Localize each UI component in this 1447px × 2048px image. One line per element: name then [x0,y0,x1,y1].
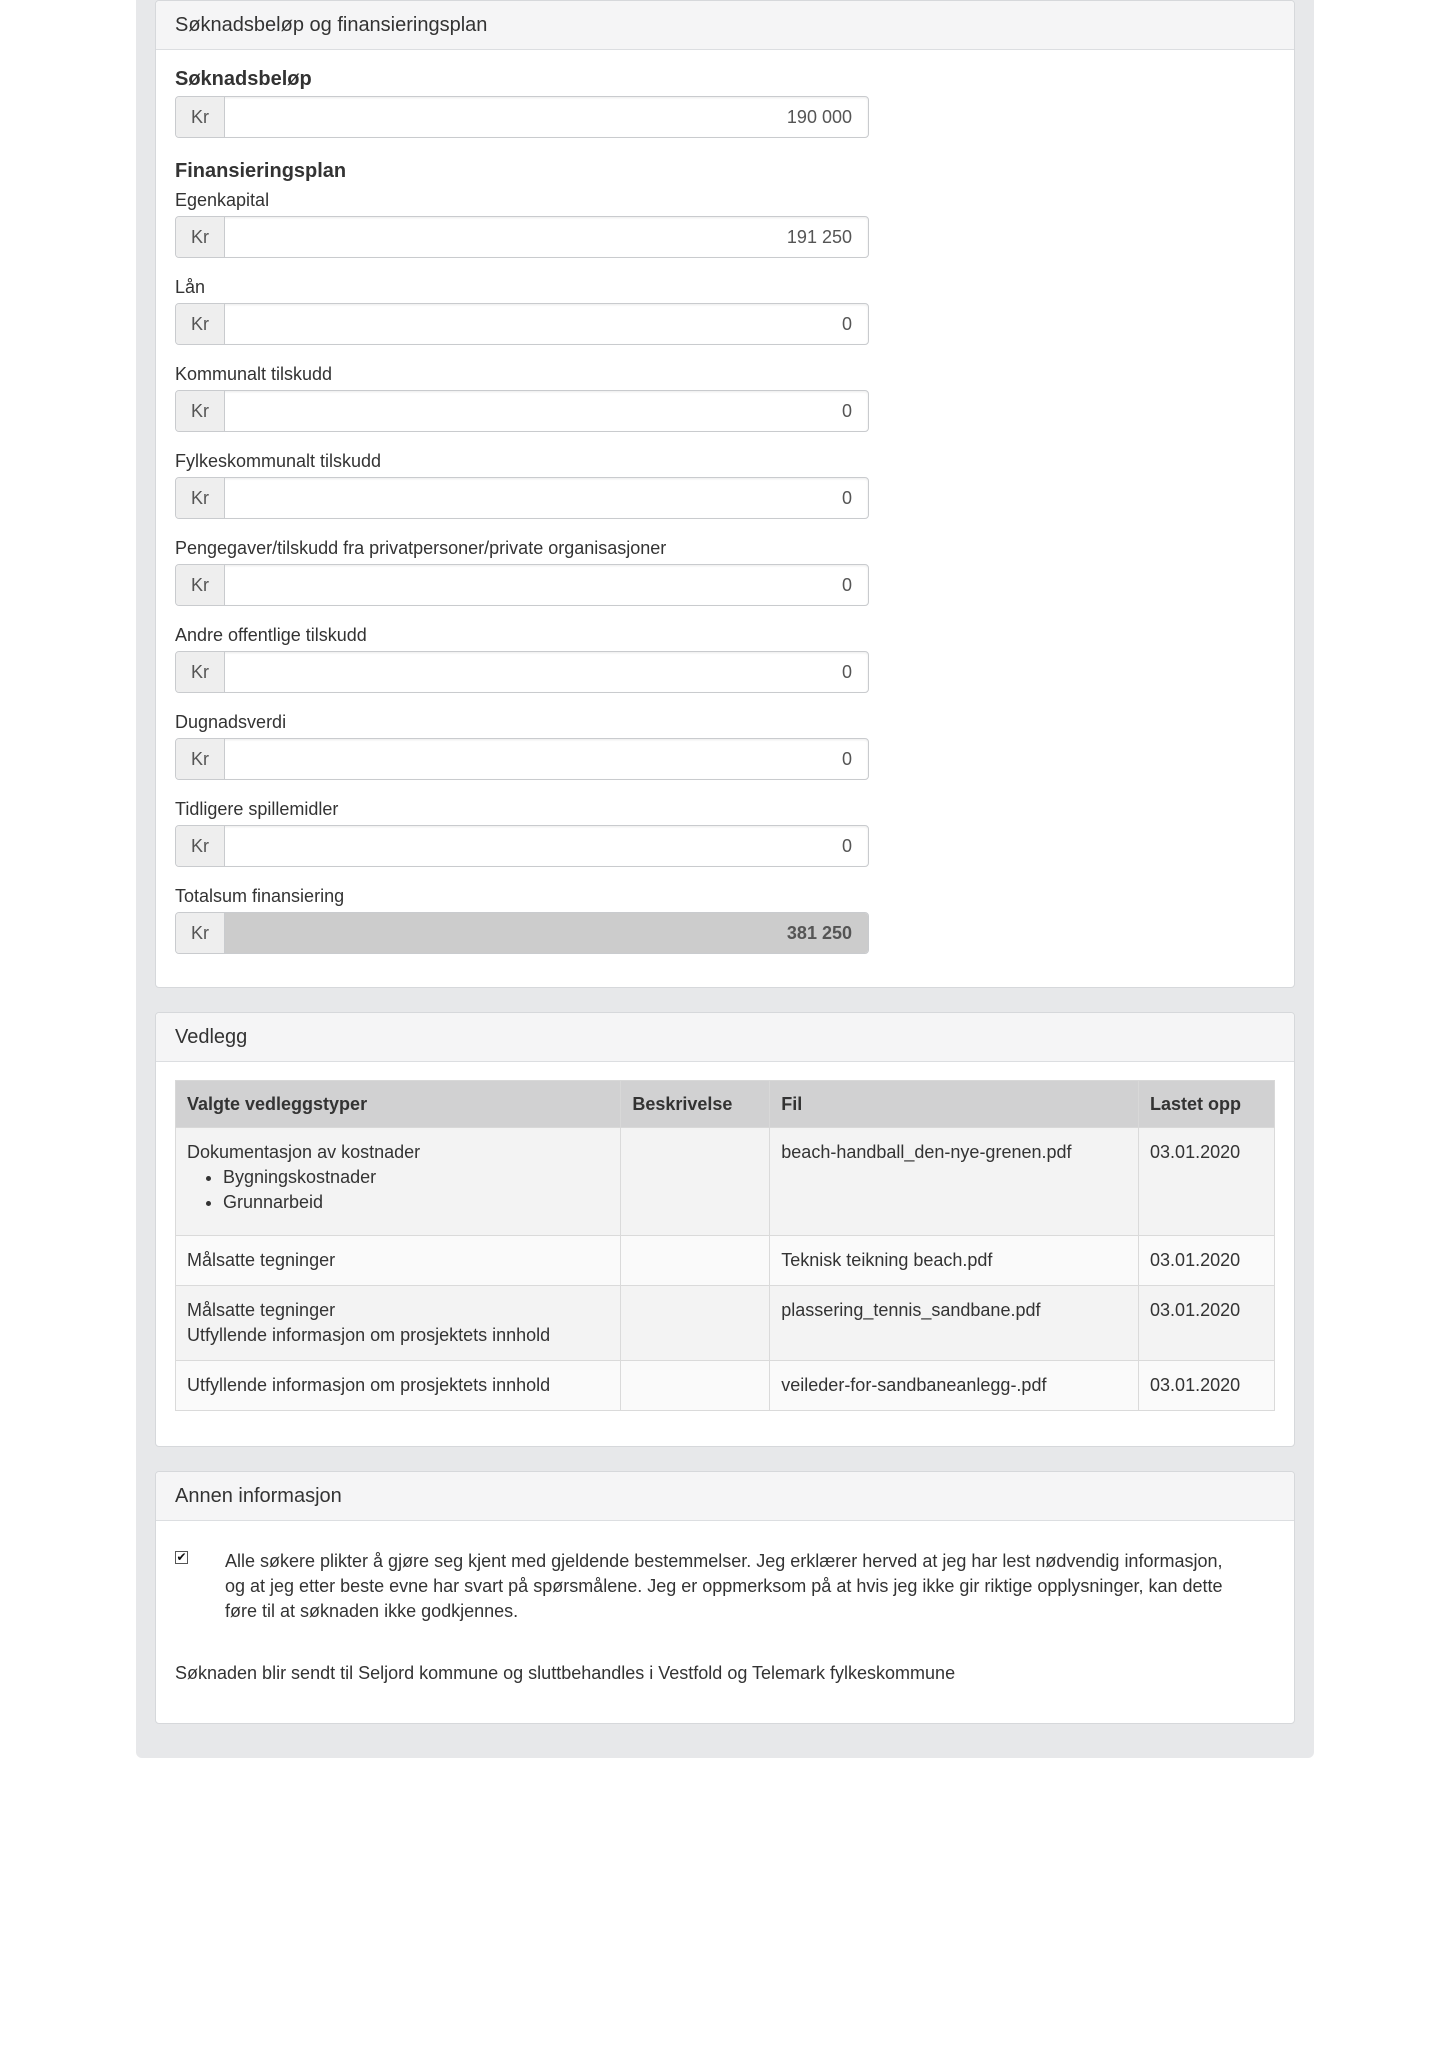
cell-file[interactable]: beach-handball_den-nye-grenen.pdf [770,1128,1139,1236]
field-input-group[interactable] [175,564,869,606]
table-header-row [176,1081,1275,1128]
field-label: Tidligere spillemidler [175,799,339,819]
cell-types [176,1361,621,1411]
currency-addon: Kr [176,478,225,518]
checkmark-icon: ✔ [176,1550,187,1564]
cell-description [621,1128,770,1236]
col-header-description: Beskrivelse [621,1081,770,1128]
field-label: Lån [175,277,206,297]
field-input[interactable]: 0 [841,835,852,856]
declaration-text: Alle søkere plikter å gjøre seg kjent med gjeldende bestemmelser. Jeg erklærer herved at jeg har lest nødvendig informasjon, og at jeg etter beste evne har svart på spørsmålene. Jeg er oppmerksom på at hvis jeg ikke gir riktige opplysninger, kan dette føre til at søknaden ikke godkjennes. [225,1551,1223,1621]
amount-title: Søknadsbeløp [175,68,312,90]
field-label: Kommunalt tilskudd [175,364,333,384]
col-header-types: Valgte vedleggstyper [176,1081,621,1128]
other-info-panel [155,1471,1295,1724]
attachments-panel [155,1012,1295,1447]
amount-input-group[interactable] [175,96,869,138]
currency-addon: Kr [176,391,225,431]
table-row [176,1286,1275,1361]
field-input[interactable]: 0 [841,487,852,508]
cell-types [176,1236,621,1286]
financing-body [156,50,1294,988]
total-input-group [175,912,869,954]
type-label: Målsatte tegninger [187,1250,336,1270]
table-row [176,1361,1275,1411]
cell-file[interactable]: plassering_tennis_sandbane.pdf [770,1286,1139,1361]
field-input-group[interactable] [175,216,869,258]
table-row [176,1236,1275,1286]
field-input[interactable]: 0 [841,574,852,595]
cell-file[interactable]: veileder-for-sandbaneanlegg-.pdf [770,1361,1139,1411]
field-label: Egenkapital [175,190,270,210]
subtype-item: • Bygningskostnader [223,1165,609,1190]
plan-title: Finansieringsplan [175,160,347,182]
field-input-group[interactable] [175,651,869,693]
type-label: Utfyllende informasjon om prosjektets innhold [187,1375,551,1395]
cell-types [176,1128,621,1236]
field-label: Pengegaver/tilskudd fra privatpersoner/private organisasjoner [175,538,667,558]
col-header-file: Fil [770,1081,1139,1128]
currency-addon: Kr [176,97,225,137]
cell-uploaded: 03.01.2020 [1139,1286,1275,1361]
field-input-group[interactable] [175,477,869,519]
subtype-list [187,1165,609,1215]
currency-addon: Kr [176,913,225,953]
currency-addon: Kr [176,304,225,344]
amount-input[interactable]: 190 000 [786,106,852,127]
other-info-heading: Annen informasjon [156,1472,1294,1521]
field-input-group[interactable] [175,390,869,432]
currency-addon: Kr [176,826,225,866]
field-input-group[interactable] [175,825,869,867]
declaration-checkbox[interactable] [175,1551,188,1564]
cell-uploaded: 03.01.2020 [1139,1361,1275,1411]
cell-uploaded: 03.01.2020 [1139,1128,1275,1236]
cell-description [621,1361,770,1411]
cell-file[interactable]: Teknisk teikning beach.pdf [770,1236,1139,1286]
attachments-table [175,1080,1275,1411]
field-input[interactable]: 0 [841,400,852,421]
field-input-group[interactable] [175,303,869,345]
type-label: Utfyllende informasjon om prosjektets innhold [187,1325,551,1345]
table-row [176,1128,1275,1236]
col-header-uploaded: Lastet opp [1139,1081,1275,1128]
financing-panel [155,0,1295,988]
field-input[interactable]: 0 [841,661,852,682]
cell-description [621,1286,770,1361]
field-input[interactable]: 191 250 [786,226,852,247]
field-label: Andre offentlige tilskudd [175,625,367,645]
field-input[interactable]: 0 [841,748,852,769]
financing-heading: Søknadsbeløp og finansieringsplan [156,1,1294,50]
total-label: Totalsum finansiering [175,886,345,906]
currency-addon: Kr [176,217,225,257]
currency-addon: Kr [176,565,225,605]
subtype-item: • Grunnarbeid [223,1190,609,1215]
attachments-body [156,1062,1294,1447]
submission-note: Søknaden blir sendt til Seljord kommune og sluttbehandles i Vestfold og Telemark fylkeskommune [175,1663,956,1683]
other-info-body [156,1521,1294,1724]
field-label: Dugnadsverdi [175,712,287,732]
cell-uploaded: 03.01.2020 [1139,1236,1275,1286]
total-value: 381 250 [225,913,868,953]
field-input-group[interactable] [175,738,869,780]
cell-description [621,1236,770,1286]
currency-addon: Kr [176,739,225,779]
field-input[interactable]: 0 [841,313,852,334]
currency-addon: Kr [176,652,225,692]
type-label: Dokumentasjon av kostnader [187,1142,421,1162]
cell-types [176,1286,621,1361]
attachments-heading: Vedlegg [156,1013,1294,1062]
type-label: Målsatte tegninger [187,1300,336,1320]
field-label: Fylkeskommunalt tilskudd [175,451,382,471]
